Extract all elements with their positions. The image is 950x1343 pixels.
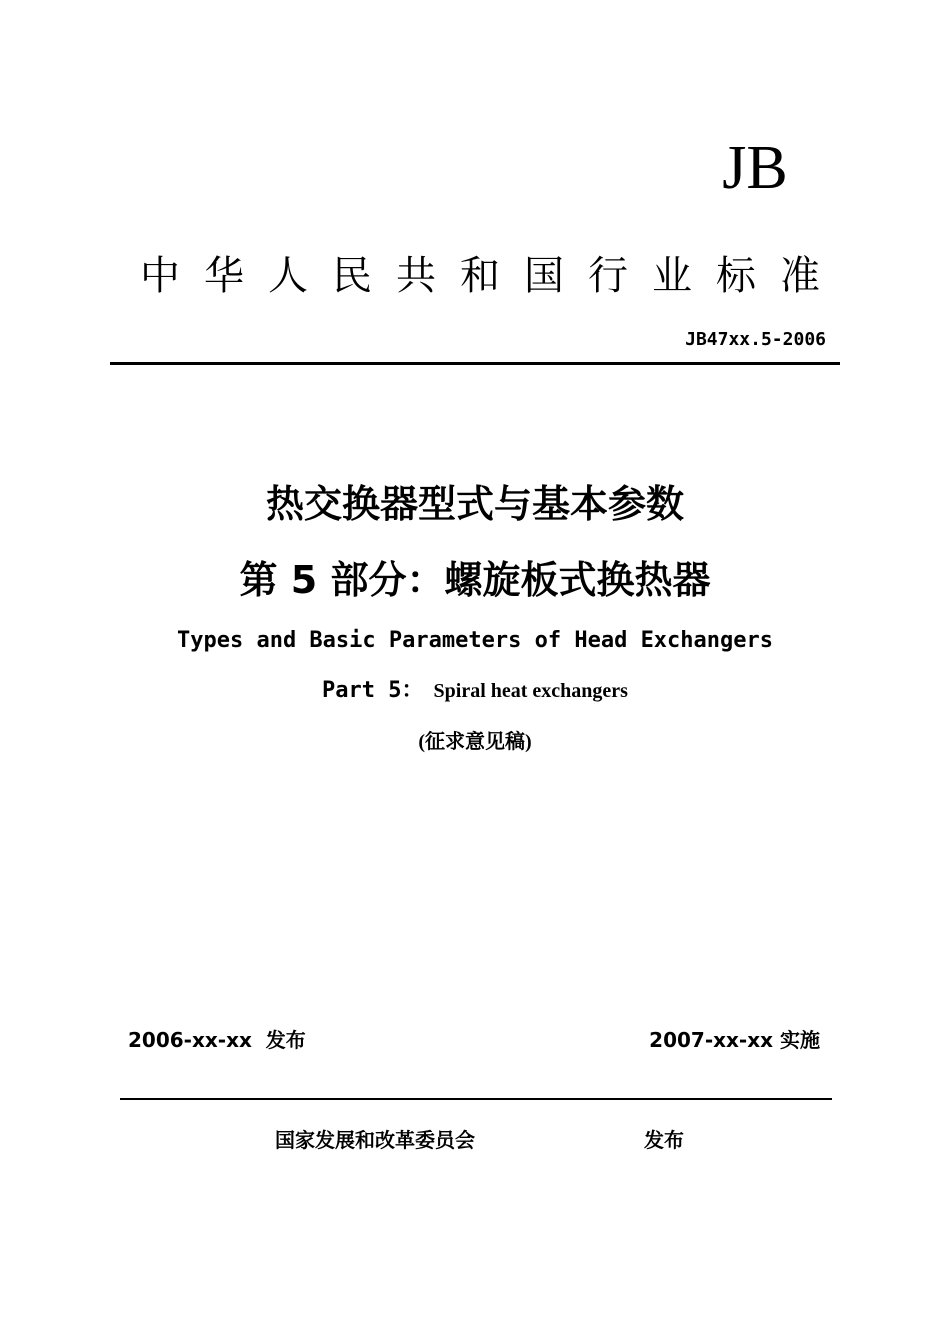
title-char: 共 xyxy=(396,253,436,299)
draft-status-note: (征求意见稿) xyxy=(418,731,532,753)
title-char: 华 xyxy=(204,253,244,299)
title-char: 标 xyxy=(716,253,756,299)
standard-logo: JB xyxy=(722,134,788,202)
title-char: 和 xyxy=(460,253,500,299)
issuing-authority: 国家发展和改革委员会 xyxy=(275,1128,475,1152)
title-char: 行 xyxy=(588,253,628,299)
issue-date: 2006-xx-xx 发布 xyxy=(128,1028,306,1052)
chinese-title-part: 第 5 部分：螺旋板式换热器 xyxy=(239,558,711,602)
title-char: 业 xyxy=(652,253,692,299)
english-title-main: Types and Basic Parameters of Head Exchangers xyxy=(176,628,774,653)
english-title-part xyxy=(0,674,950,709)
title-char: 人 xyxy=(268,253,308,299)
national-standard-title xyxy=(140,246,820,306)
standard-number: JB47xx.5-2006 xyxy=(685,329,826,350)
title-char: 民 xyxy=(332,253,372,299)
title-char: 中 xyxy=(140,253,180,299)
english-part-label: Part 5： xyxy=(322,678,424,703)
chinese-title-main: 热交换器型式与基本参数 xyxy=(265,482,684,526)
english-part-title: Spiral heat exchangers xyxy=(433,680,628,702)
header-divider xyxy=(110,362,840,365)
effective-date: 2007-xx-xx 实施 xyxy=(649,1028,820,1052)
issuing-action: 发布 xyxy=(644,1128,684,1152)
footer-divider xyxy=(120,1098,832,1100)
title-char: 准 xyxy=(780,253,820,299)
title-char: 国 xyxy=(524,253,564,299)
